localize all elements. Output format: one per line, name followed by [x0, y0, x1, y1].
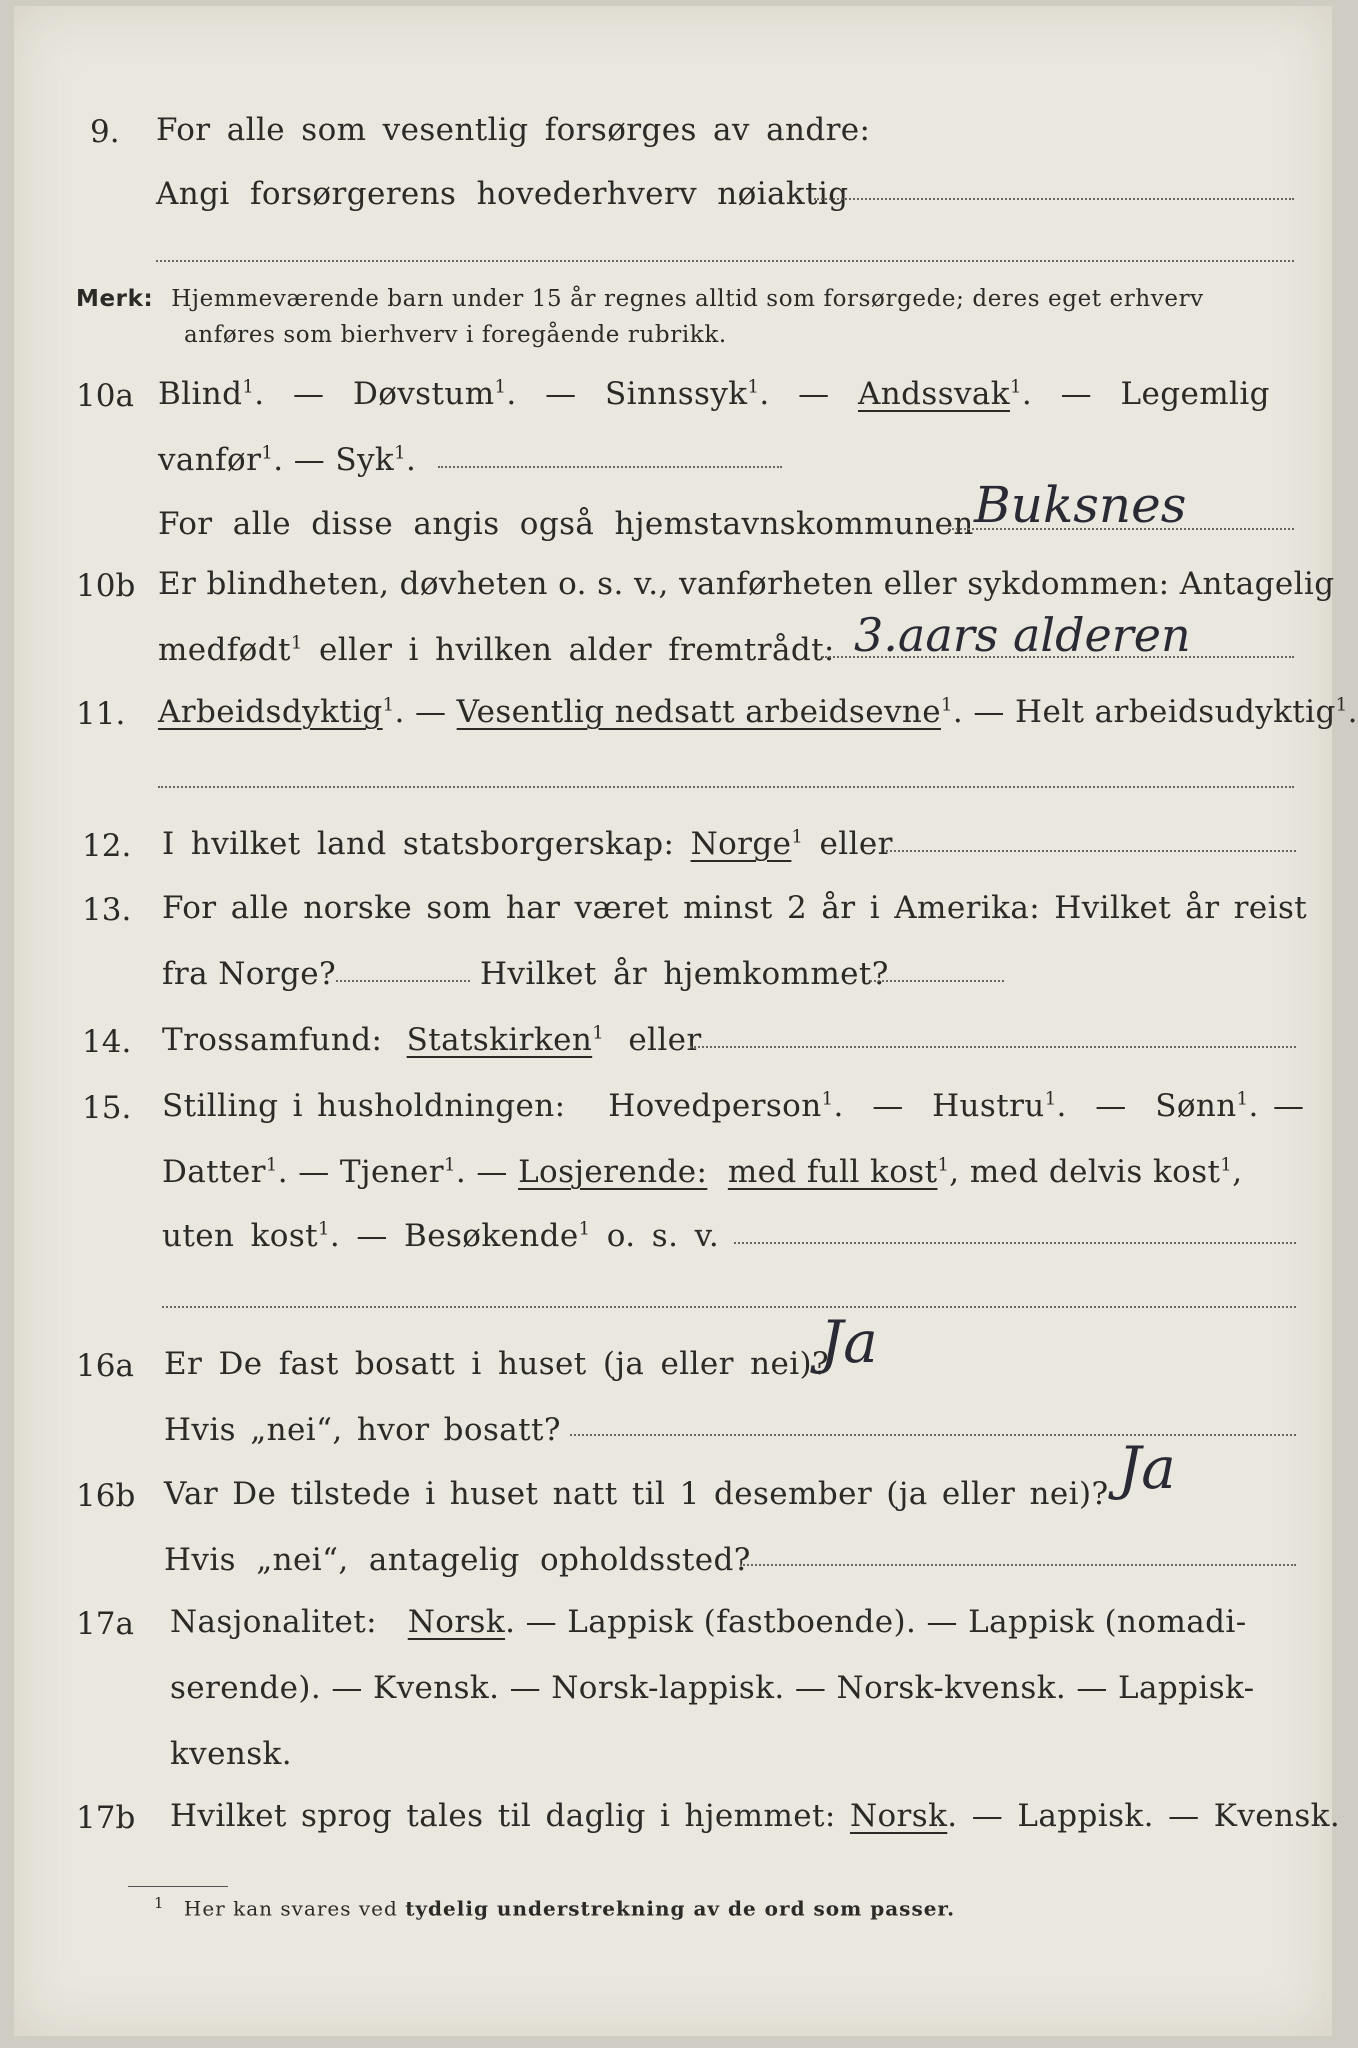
q10b-line1: Er blindheten, døvheten o. s. v., vanførheten eller sykdommen: Antagelig — [158, 566, 1335, 602]
q17b-rest: — Lappisk. — Kvensk. — [971, 1798, 1341, 1834]
q11-udyktig: Helt arbeidsudyktig — [1015, 694, 1336, 730]
q13-hjem-line — [870, 980, 1004, 982]
q15-hovedperson: Hovedperson — [608, 1088, 822, 1124]
q17b-number: 17b — [76, 1800, 136, 1836]
q12-norge: Norge — [690, 826, 792, 862]
q12-answer-line — [886, 850, 1296, 852]
q11-number: 11. — [76, 696, 126, 732]
q16a-number: 16a — [76, 1348, 134, 1384]
q16a-answer-line — [570, 1434, 1296, 1436]
sup-mark: 1 — [941, 694, 953, 716]
q15-line2: Datter$^1$. — Tjener$^1$. — Losjerende: med full kost$^1$, med delvis kost$^1$, — [162, 1154, 1243, 1190]
sup-mark: 1 — [1335, 694, 1348, 716]
q16b-handwritten-answer: Ja — [1118, 1434, 1176, 1502]
q17a-line3: kvensk. — [170, 1736, 292, 1772]
q9-number: 9. — [90, 114, 120, 150]
q10a-syk: Syk — [335, 442, 395, 478]
q14-line — [162, 1022, 702, 1058]
q11-line: Arbeidsdyktig$^1$. — Vesentlig nedsatt arbeidsevne$^1$. — Helt arbeidsudyktig$^1$. — [158, 694, 1358, 730]
q15-tjener: Tjener — [339, 1154, 445, 1190]
sup-mark: 1 — [261, 442, 274, 464]
q17a-number: 17a — [76, 1606, 134, 1642]
q10a-handwritten-answer: Buksnes — [974, 476, 1187, 534]
q15-besokende: Besøkende — [404, 1218, 579, 1254]
q15-number: 15. — [82, 1090, 132, 1126]
q15-sonn: Sønn — [1155, 1088, 1237, 1124]
q10a-blind: Blind — [158, 376, 243, 412]
q9-line2: Angi forsørgerens hovederhverv nøiaktig — [156, 176, 849, 212]
q10a-sinnssyk: Sinnssyk — [605, 376, 748, 412]
q15-uten-kost: uten kost — [162, 1218, 319, 1254]
footnote — [154, 1894, 955, 1921]
q14-answer-line — [690, 1046, 1296, 1048]
q10b-rest: eller i hvilken alder fremtrådt: — [318, 632, 835, 668]
q12-line — [162, 826, 893, 862]
q15-hustru: Hustru — [932, 1088, 1045, 1124]
q10a-legemlig: Legemlig — [1120, 376, 1270, 412]
q9-answer-line — [814, 198, 1294, 200]
q17b-intro: Hvilket sprog tales til daglig i hjemmet: — [170, 1798, 836, 1834]
census-form-page — [14, 6, 1358, 2036]
q12-eller: eller — [819, 826, 893, 862]
q10b-number: 10b — [76, 568, 136, 604]
q11-arbeidsdyktig: Arbeidsdyktig — [158, 694, 383, 730]
sup-mark: 1 — [747, 376, 760, 398]
q14-statskirken: Statskirken — [406, 1022, 593, 1058]
q17a-line1: Nasjonalitet: Norsk. — Lappisk (fastboende). — Lappisk (nomadi- — [170, 1604, 1247, 1640]
sup-mark: 1 — [937, 1154, 950, 1176]
sup-mark: 1 — [578, 1218, 591, 1240]
q10a-line1: Blind$^1$. — Døvstum$^1$. — Sinnssyk$^1$. — Andssvak$^1$. — Legemlig — [158, 376, 1270, 412]
sup-mark: 1 — [1220, 1154, 1233, 1176]
q16b-line2: Hvis „nei“, antagelig opholdssted? — [164, 1542, 751, 1578]
merk-note — [76, 286, 1204, 312]
q15-med-full-kost: med full kost — [727, 1154, 938, 1190]
q16b-line1: Var De tilstede i huset natt til 1 desember (ja eller nei)? — [164, 1476, 1109, 1512]
merk-line1: Hjemmeværende barn under 15 år regnes alltid som forsørgede; deres eget erhverv — [171, 286, 1204, 312]
sup-mark: 1 — [592, 1022, 605, 1044]
q16a-line1: Er De fast bosatt i huset (ja eller nei)? — [164, 1346, 830, 1382]
q13-reist-line — [336, 980, 470, 982]
q16a-line2: Hvis „nei“, hvor bosatt? — [164, 1412, 561, 1448]
q11-answer-line — [158, 786, 1294, 788]
q10a-line2: vanfør$^1$. — Syk$^1$. — [158, 442, 417, 478]
sup-mark: 1 — [394, 442, 406, 464]
q15-line3: uten kost$^1$. — Besøkende$^1$ o. s. v. — [162, 1218, 720, 1254]
merk-label: Merk: — [76, 286, 154, 312]
q10a-dovstum: Døvstum — [352, 376, 495, 412]
q14-text: Trossamfund: — [162, 1022, 383, 1058]
footnote-rule — [128, 1886, 228, 1887]
q15-answer-line — [734, 1242, 1296, 1244]
q10a-andssvak: Andssvak — [857, 376, 1010, 412]
q15-line1: Stilling i husholdningen: Hovedperson$^1$. — Hustru$^1$. — Sønn$^1$. — — [162, 1088, 1305, 1124]
merk-line2: anføres som bierhverv i foregående rubrikk. — [184, 322, 727, 348]
sup-mark: 1 — [242, 376, 255, 398]
sup-mark: 1 — [791, 826, 804, 848]
sup-mark: 1 — [290, 632, 303, 654]
q15-intro: Stilling i husholdningen: — [162, 1088, 566, 1124]
q14-number: 14. — [82, 1024, 132, 1060]
q17a-line1-rest: — Lappisk (fastboende). — Lappisk (nomadi- — [525, 1604, 1247, 1640]
q13-line2a: fra Norge? — [162, 956, 337, 992]
q10a-line3: For alle disse angis også hjemstavnskommunen — [158, 506, 974, 542]
q13-number: 13. — [82, 892, 132, 928]
q10a-vanfor: vanfør — [158, 442, 262, 478]
sup-mark: 1 — [1044, 1088, 1057, 1110]
q16b-number: 16b — [76, 1478, 136, 1514]
q12-text: I hvilket land statsborgerskap: — [162, 826, 675, 862]
q15-answer-line-2 — [162, 1306, 1296, 1308]
sup-mark: 1 — [821, 1088, 834, 1110]
footnote-mark: 1 — [154, 1894, 165, 1912]
q17a-intro: Nasjonalitet: — [170, 1604, 377, 1640]
q11-nedsatt: Vesentlig nedsatt arbeidsevne — [456, 694, 941, 730]
sup-mark: 1 — [382, 694, 395, 716]
q16a-handwritten-answer: Ja — [820, 1308, 878, 1376]
q15-osv: o. s. v. — [606, 1218, 720, 1254]
sup-mark: 1 — [1009, 376, 1022, 398]
q17b-norsk: Norsk — [849, 1798, 948, 1834]
footnote-text: Her kan svares ved — [183, 1896, 398, 1921]
q14-eller: eller — [628, 1022, 702, 1058]
q15-med-delvis-kost: med delvis kost — [969, 1154, 1221, 1190]
q12-number: 12. — [82, 828, 132, 864]
q10a-syk-line — [438, 466, 782, 468]
q15-datter: Datter — [162, 1154, 266, 1190]
sup-mark: 1 — [1236, 1088, 1249, 1110]
q10b-medfodt: medfødt — [158, 632, 291, 668]
q13-line1: For alle norske som har været minst 2 år i Amerika: Hvilket år reist — [162, 890, 1308, 926]
q9-answer-line-2 — [156, 260, 1294, 262]
sup-mark: 1 — [444, 1154, 456, 1176]
q16b-answer-line — [740, 1564, 1296, 1566]
sup-mark: 1 — [318, 1218, 330, 1240]
q13-line2b: Hvilket år hjemkommet? — [480, 956, 889, 992]
q17a-line2: serende). — Kvensk. — Norsk-lappisk. — Norsk-kvensk. — Lappisk- — [170, 1670, 1255, 1706]
q17a-norsk: Norsk — [407, 1604, 506, 1640]
q15-losjerende: Losjerende: — [518, 1154, 708, 1190]
q10b-line2 — [158, 632, 835, 668]
sup-mark: 1 — [265, 1154, 278, 1176]
q17b-line: Hvilket sprog tales til daglig i hjemmet: Norsk. — Lappisk. — Kvensk. — [170, 1798, 1341, 1834]
q9-line1: For alle som vesentlig forsørges av andre: — [156, 112, 871, 148]
q10b-handwritten-answer: 3.aars alderen — [854, 608, 1191, 662]
q10a-number: 10a — [76, 378, 134, 414]
footnote-bold-text: tydelig understrekning av de ord som passer. — [405, 1896, 956, 1921]
sup-mark: 1 — [494, 376, 507, 398]
